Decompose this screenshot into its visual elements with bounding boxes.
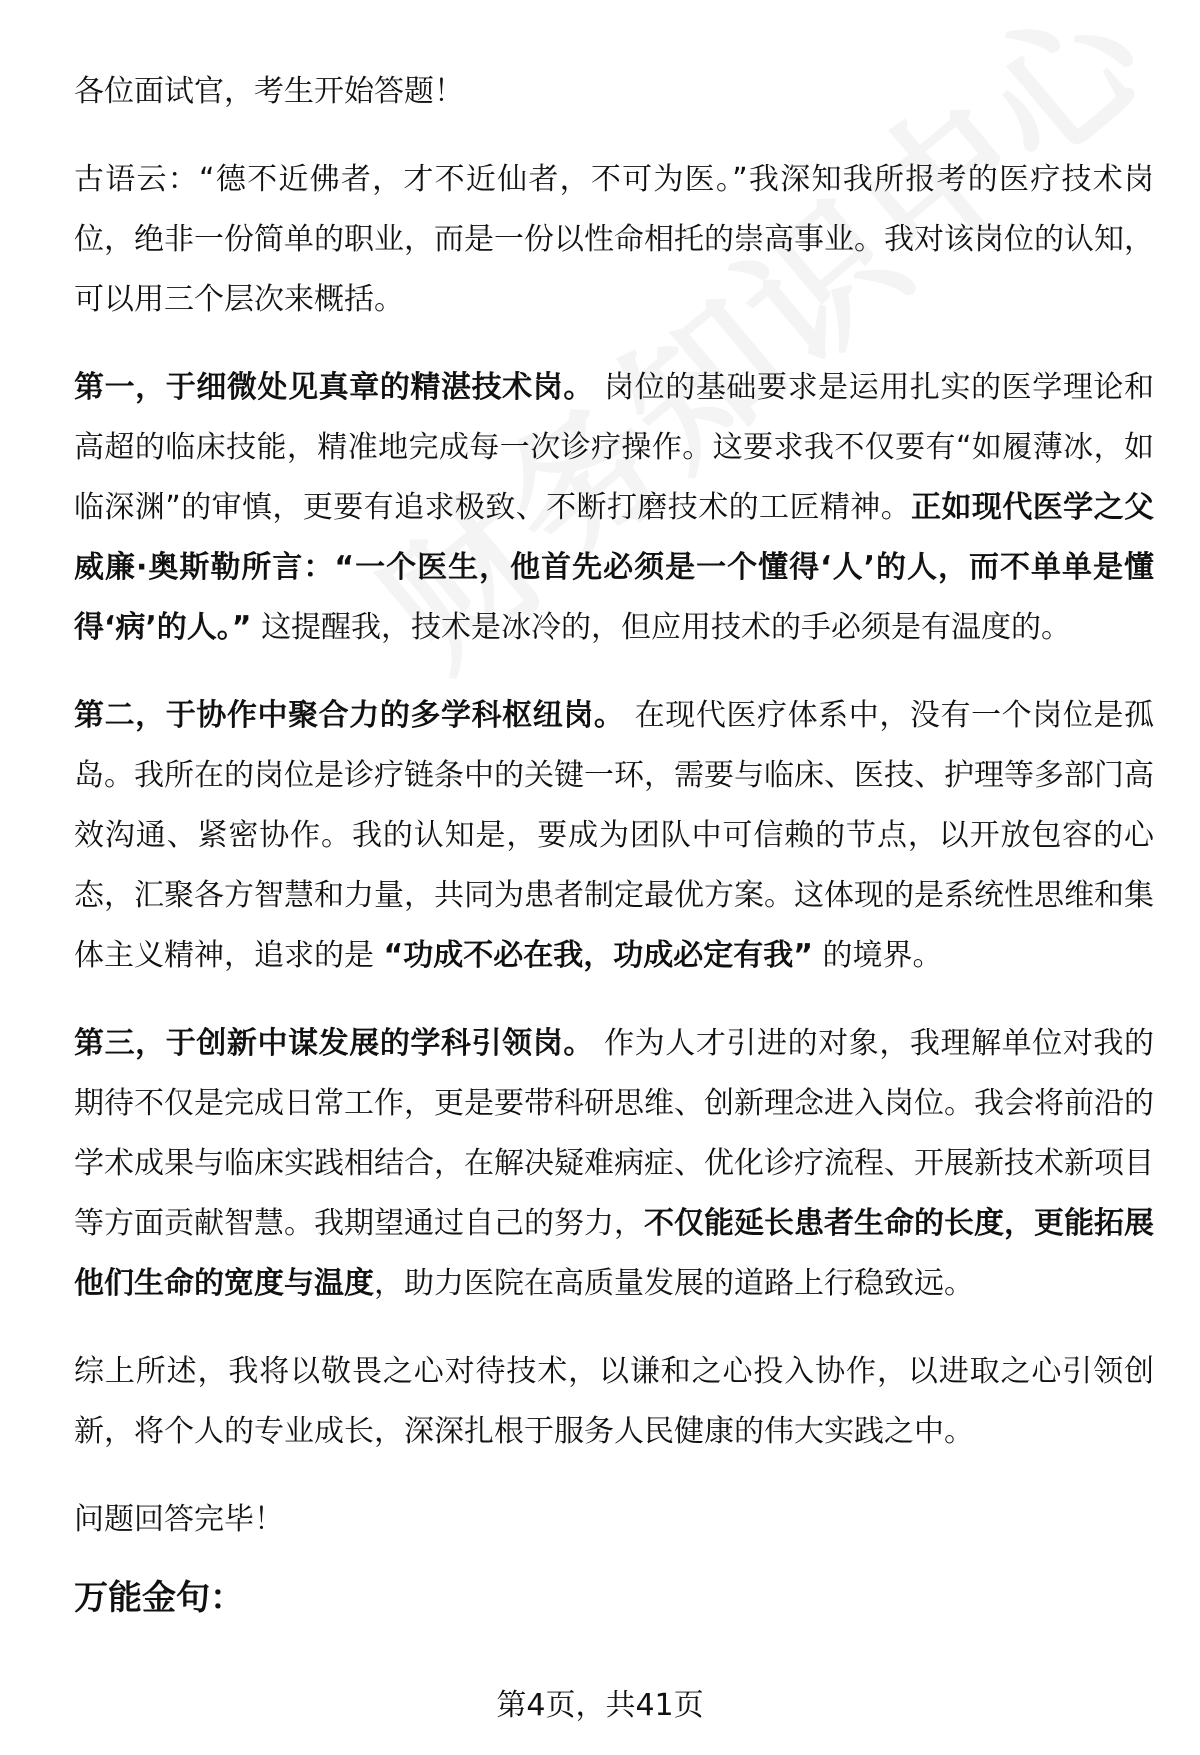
point-two-paragraph	[74, 686, 1154, 986]
golden-sentences-heading: 万能金句：	[74, 1578, 244, 1618]
point-three-text-a: 作为人才引进的对象，我理解单位对我的期待不仅是完成日常工作，更是要带科研思维、创新理念进入岗位。我会将前沿的学术成果与临床实践相结合，在解决疑难病症、优化诊疗流程、开展新技术新项目等方面贡献智慧。我期望通过自己的努力，	[74, 1026, 1154, 1241]
point-one-heading: 第一，于细微处见真章的精湛技术岗。	[74, 370, 594, 405]
point-two-quote: “功成不必在我，功成必定有我”	[383, 938, 813, 973]
point-one-paragraph	[74, 358, 1154, 658]
point-one-text-a: 岗位的基础要求是运用扎实的医学理论和高超的临床技能，精准地完成每一次诊疗操作。这要求我不仅要有“如履薄冰，如临深渊”的审慎，更要有追求极致、不断打磨技术的工匠精神。	[74, 370, 1154, 525]
point-three-quote: 不仅能延长患者生命的长度，更能拓展他们生命的宽度与温度	[74, 1206, 1154, 1301]
point-three-heading: 第三，于创新中谋发展的学科引领岗。	[74, 1026, 594, 1061]
point-three-text-b: ，助力医院在高质量发展的道路上行稳致远。	[374, 1266, 974, 1301]
closing-line: 问题回答完毕！	[74, 1502, 284, 1537]
point-two-heading: 第二，于协作中聚合力的多学科枢纽岗。	[74, 698, 625, 733]
point-one-text-b: 这提醒我，技术是冰冷的，但应用技术的手必须是有温度的。	[261, 610, 1072, 645]
point-two-text-a: 在现代医疗体系中，没有一个岗位是孤岛。我所在的岗位是诊疗链条中的关键一环，需要与临床、医技、护理等多部门高效沟通、紧密协作。我的认知是，要成为团队中可信赖的节点，以开放包容的心态，汇聚各方智慧和力量，共同为患者制定最优方案。这体现的是系统性思维和集体主义精神，追求的是	[74, 698, 1155, 973]
opening-line: 各位面试官，考生开始答题！	[74, 74, 464, 109]
page-number-footer: 第4页，共41页	[496, 1688, 704, 1723]
point-three-paragraph	[74, 1014, 1154, 1314]
intro-paragraph: 古语云：“德不近佛者，才不近仙者，不可为医。”我深知我所报考的医疗技术岗位，绝非一份简单的职业，而是一份以性命相托的崇高事业。我对该岗位的认知，可以用三个层次来概括。	[74, 162, 1154, 317]
summary-paragraph: 综上所述，我将以敬畏之心对待技术，以谦和之心投入协作，以进取之心引领创新，将个人的专业成长，深深扎根于服务人民健康的伟大实践之中。	[74, 1354, 1154, 1449]
point-one-quote: 正如现代医学之父威廉·奥斯勒所言：“一个医生，他首先必须是一个懂得‘人’的人，而不单单是懂得‘病’的人。”	[74, 490, 1155, 645]
point-two-text-b: 的境界。	[822, 938, 943, 973]
answer-body	[74, 62, 1154, 1578]
